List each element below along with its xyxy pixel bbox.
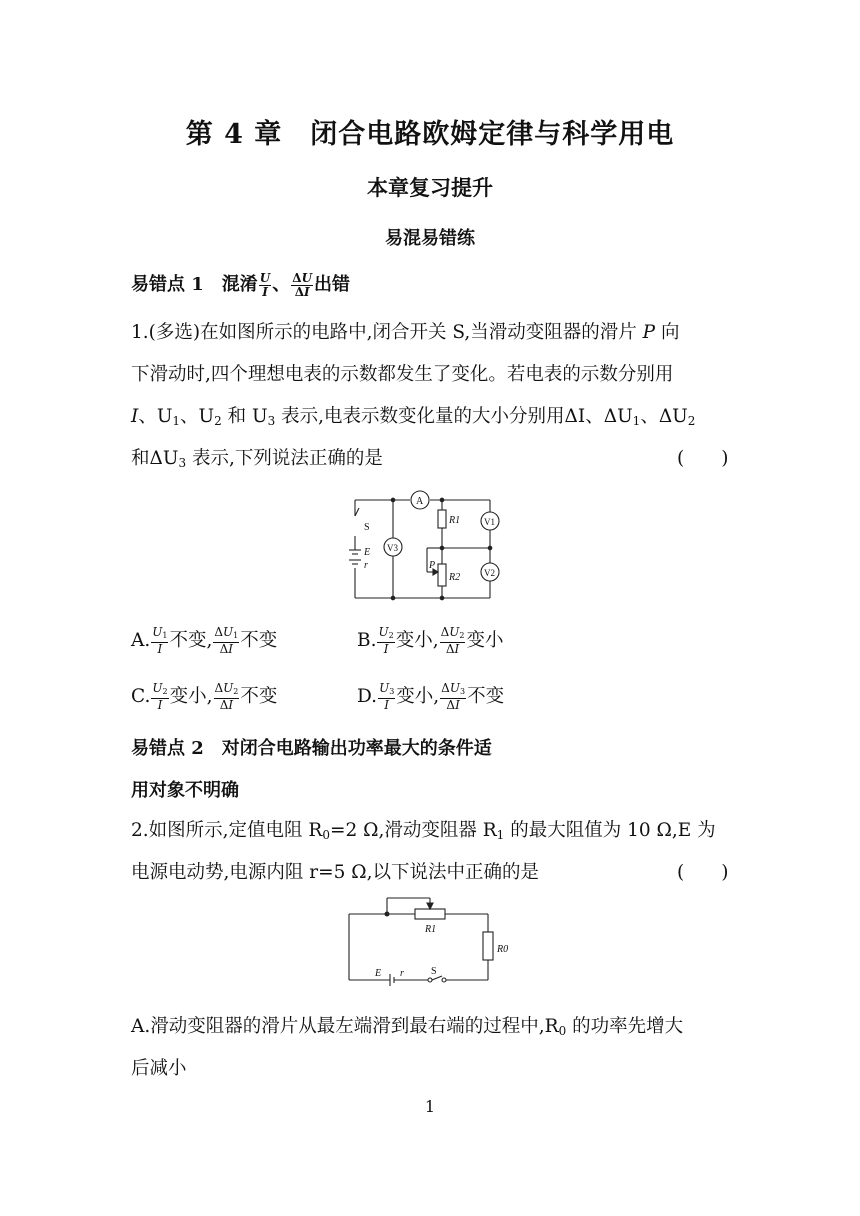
- chapter-title: 第 4 章 闭合电路欧姆定律与科学用电: [185, 119, 675, 150]
- r1-label: R1: [449, 515, 461, 526]
- emf-label-2: E: [375, 968, 382, 979]
- r2-label: R2: [449, 572, 461, 583]
- v1-label: V1: [484, 517, 495, 527]
- option-c[interactable]: C. $\frac{U_2}{I}$ 变小, $\frac{\Delta U_2}{\Delta I}$ 不变: [131, 681, 278, 712]
- v2-label: V2: [484, 568, 495, 578]
- internal-r-label: r: [364, 560, 368, 571]
- circuit-diagram-1: [345, 488, 505, 602]
- r1-label-2: R1: [425, 924, 437, 935]
- answer-bracket-q1: ( ): [677, 448, 729, 469]
- switch-label-2: S: [431, 966, 437, 977]
- option-d[interactable]: D. $\frac{U_3}{I}$ 变小, $\frac{\Delta U_3}{\Delta I}$ 不变: [357, 681, 505, 712]
- slider-label: P: [429, 560, 436, 571]
- error-point-2-heading-line1: 易错点 2 对闭合电路输出功率最大的条件适: [131, 738, 492, 759]
- circuit-diagram-2: [345, 892, 515, 988]
- switch-label: S: [364, 522, 370, 533]
- answer-bracket-q2: ( ): [677, 862, 729, 883]
- option-a[interactable]: A. $\frac{U_1}{I}$ 不变, $\frac{\Delta U_1}{\Delta I}$ 不变: [131, 625, 278, 656]
- error-point-1-heading: 易错点 1 混淆 $\frac{U}{I}$ 、 $\frac{\Delta U}{\Delta I}$ 出错: [131, 270, 351, 299]
- ammeter-label: A: [416, 496, 424, 507]
- option-a-q2[interactable]: A.滑动变阻器的滑片从最左端滑到最右端的过程中$,R_0$ 的功率先增大: [131, 1016, 684, 1038]
- v3-label: V3: [387, 543, 398, 553]
- page-subtitle: 本章复习提升: [367, 175, 493, 200]
- page-number: 1: [424, 1097, 436, 1116]
- internal-r-label-2: r: [400, 968, 404, 979]
- option-b[interactable]: B. $\frac{U_2}{I}$ 变小, $\frac{\Delta U_2}{\Delta I}$ 变小: [357, 625, 504, 656]
- r0-label: R0: [497, 944, 509, 955]
- error-point-2-heading-line2: 用对象不明确: [131, 780, 239, 801]
- option-a-q2-cont: 后减小: [131, 1058, 187, 1079]
- emf-label: E: [364, 547, 371, 558]
- section-heading: 易混易错练: [385, 228, 475, 249]
